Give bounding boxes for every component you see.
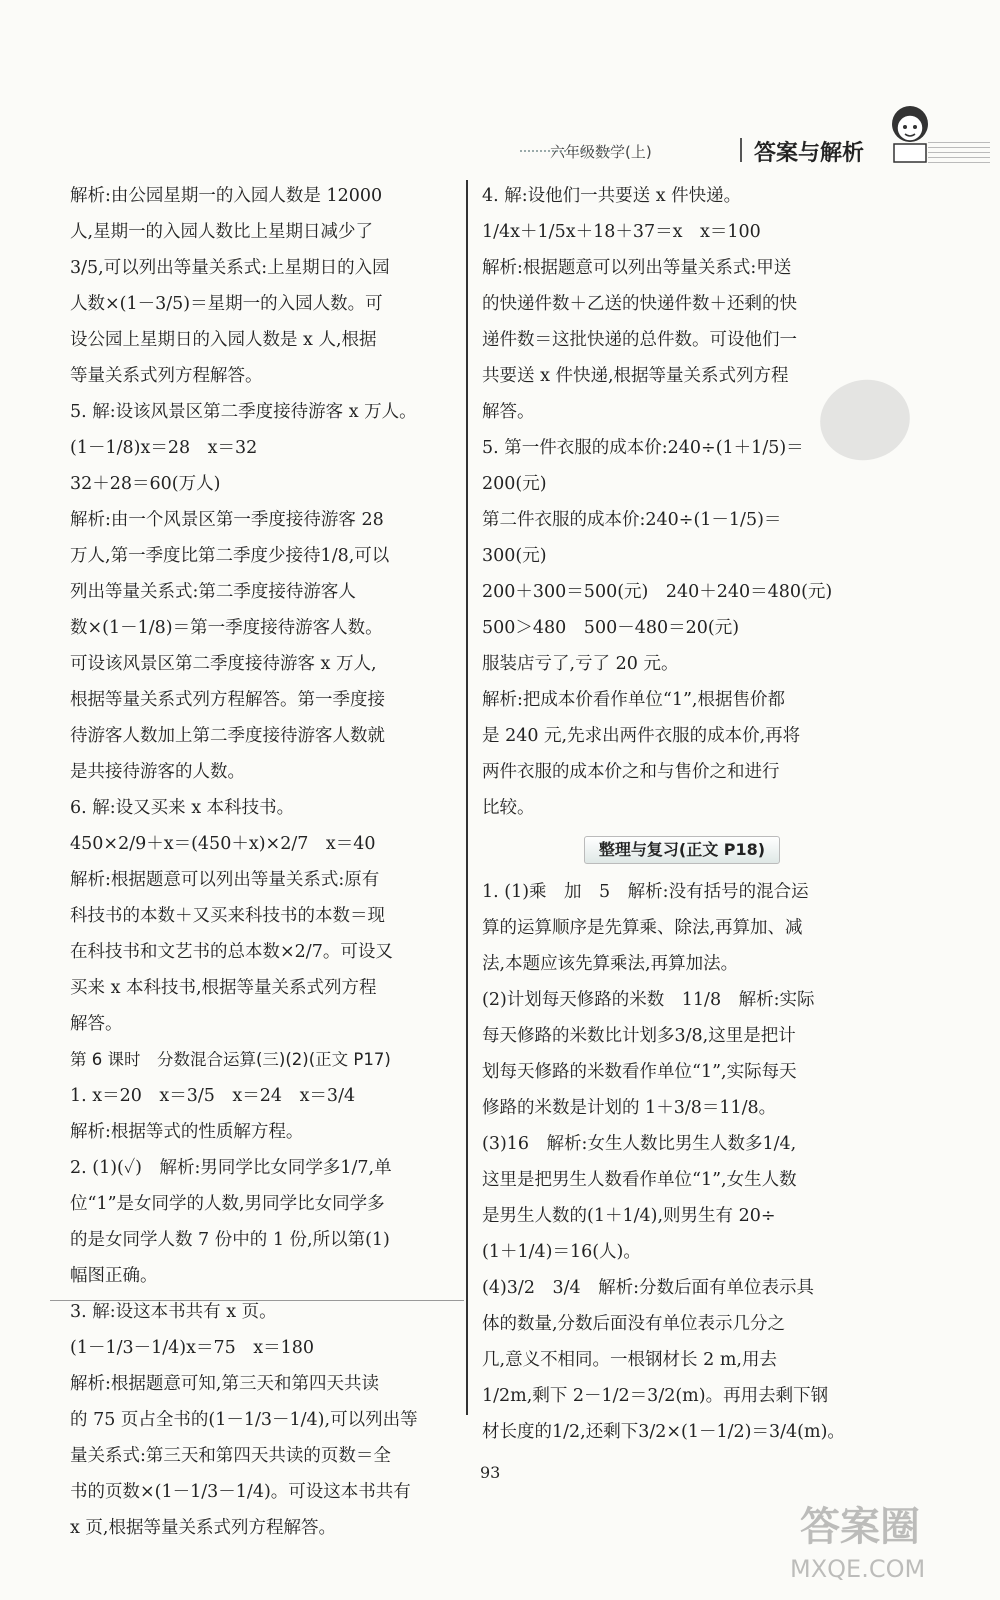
text-line: 人数×(1－3/5)＝星期一的入园人数。可 [70, 294, 383, 314]
text-line: 32＋28＝60(万人) [70, 474, 221, 494]
text-line: (2)计划每天修路的米数 11/8 解析:实际 [482, 990, 815, 1010]
text-line: 列出等量关系式:第二季度接待游客人 [70, 582, 356, 602]
text-line: 划每天修路的米数看作单位“1”,实际每天 [482, 1062, 797, 1082]
text-line: 1/2m,剩下 2－1/2＝3/2(m)。再用去剩下钢 [482, 1386, 829, 1406]
text-line: 解析:根据题意可以列出等量关系式:甲送 [482, 258, 792, 278]
text-line: 1. x＝20 x＝3/5 x＝24 x＝3/4 [70, 1086, 356, 1106]
text-line: 解答。 [482, 402, 535, 422]
text-line: 解析:根据题意可知,第三天和第四天共读 [70, 1374, 379, 1394]
text-line: 3/5,可以列出等量关系式:上星期日的入园 [70, 258, 390, 278]
text-line: 法,本题应该先算乘法,再算加法。 [482, 954, 739, 974]
text-line: 2. (1)(✓) 解析:男同学比女同学多1/7,单 [70, 1158, 392, 1178]
text-line: 是 240 元,先求出两件衣服的成本价,再将 [482, 726, 801, 746]
text-line: 的快递件数＋乙送的快递件数＋还剩的快 [482, 294, 797, 314]
header-divider [740, 138, 742, 162]
text-line: 等量关系式列方程解答。 [70, 366, 263, 386]
text-line: (3)16 解析:女生人数比男生人数多1/4, [482, 1134, 797, 1154]
text-line: 数×(1－1/8)＝第一季度接待游客人数。 [70, 618, 383, 638]
text-line: 材长度的1/2,还剩下3/2×(1－1/2)＝3/4(m)。 [482, 1422, 845, 1442]
text-line: 修路的米数是计划的 1＋3/8＝11/8。 [482, 1098, 777, 1118]
page-number: 93 [480, 1463, 501, 1482]
text-line [482, 832, 882, 868]
text-line: 的是女同学人数 7 份中的 1 份,所以第(1) [70, 1230, 390, 1250]
text-line: 500＞480 500－480＝20(元) [482, 618, 740, 638]
text-line: 解答。 [70, 1014, 123, 1034]
section-title: 整理与复习(正文 P18) [584, 836, 780, 864]
text-line: 1. (1)乘 加 5 解析:没有括号的混合运 [482, 882, 809, 902]
text-line: 每天修路的米数比计划多3/8,这里是把计 [482, 1026, 796, 1046]
text-line: 5. 第一件衣服的成本价:240÷(1＋1/5)＝ [482, 438, 804, 458]
text-line: 解析:由一个风景区第一季度接待游客 28 [70, 510, 384, 530]
text-line: 共要送 x 件快递,根据等量关系式列方程 [482, 366, 789, 386]
text-line: 4. 解:设他们一共要送 x 件快递。 [482, 186, 742, 206]
text-line: 人,星期一的入园人数比上星期日减少了 [70, 222, 374, 242]
text-line: 设公园上星期日的入园人数是 x 人,根据 [70, 330, 377, 350]
text-line: (4)3/2 3/4 解析:分数后面有单位表示具 [482, 1278, 815, 1298]
header-grade: 六年级数学(上) [550, 143, 652, 161]
text-line: 万人,第一季度比第二季度少接待1/8,可以 [70, 546, 390, 566]
text-line: 体的数量,分数后面没有单位表示几分之 [482, 1314, 786, 1334]
text-line: 两件衣服的成本价之和与售价之和进行 [482, 762, 780, 782]
text-line: 待游客人数加上第二季度接待游客人数就 [70, 726, 385, 746]
text-line: 5. 解:设该风景区第二季度接待游客 x 万人。 [70, 402, 417, 422]
text-line: 3. 解:设这本书共有 x 页。 [70, 1302, 277, 1322]
text-line: 书的页数×(1－1/3－1/4)。可设这本书共有 [70, 1482, 411, 1502]
text-line: 解析:把成本价看作单位“1”,根据售价都 [482, 690, 785, 710]
text-line: 科技书的本数＋又买来科技书的本数＝现 [70, 906, 385, 926]
text-line: 算的运算顺序是先算乘、除法,再算加、减 [482, 918, 803, 938]
text-line: 200(元) [482, 474, 547, 494]
text-line: 解析:由公园星期一的入园人数是 12000 [70, 186, 383, 206]
watermark-url: MXQE.COM [790, 1555, 926, 1583]
text-line: 是男生人数的(1＋1/4),则男生有 20÷ [482, 1206, 776, 1226]
text-line: 服装店亏了,亏了 20 元。 [482, 654, 679, 674]
text-line: 幅图正确。 [70, 1266, 158, 1286]
text-line: 6. 解:设又买来 x 本科技书。 [70, 798, 295, 818]
text-line: 量关系式:第三天和第四天共读的页数＝全 [70, 1446, 391, 1466]
text-line: 根据等量关系式列方程解答。第一季度接 [70, 690, 385, 710]
watermark-logo: 答案圈 [800, 1504, 920, 1550]
right-column [482, 178, 882, 1450]
text-line: 是共接待游客的人数。 [70, 762, 245, 782]
text-line: 解析:根据题意可以列出等量关系式:原有 [70, 870, 380, 890]
header-title: 答案与解析 [754, 141, 865, 166]
text-line: (1＋1/4)＝16(人)。 [482, 1242, 641, 1262]
text-line: 第二件衣服的成本价:240÷(1－1/5)＝ [482, 510, 782, 530]
column-divider [466, 180, 468, 1415]
page-header [510, 128, 990, 170]
text-line: 比较。 [482, 798, 535, 818]
text-line: (1－1/3－1/4)x＝75 x＝180 [70, 1338, 315, 1358]
text-line: 在科技书和文艺书的总本数×2/7。可设又 [70, 942, 393, 962]
left-column [70, 178, 450, 1546]
text-line: (1－1/8)x＝28 x＝32 [70, 438, 258, 458]
text-line: 200＋300＝500(元) 240＋240＝480(元) [482, 582, 833, 602]
text-line: 位“1”是女同学的人数,男同学比女同学多 [70, 1194, 385, 1214]
text-line: 解析:根据等式的性质解方程。 [70, 1122, 304, 1142]
text-line: 450×2/9＋x＝(450＋x)×2/7 x＝40 [70, 834, 376, 854]
text-line: 的 75 页占全书的(1－1/3－1/4),可以列出等 [70, 1410, 418, 1430]
header-lines [928, 138, 990, 166]
text-line: 递件数＝这批快递的总件数。可设他们一 [482, 330, 797, 350]
text-line: 可设该风景区第二季度接待游客 x 万人, [70, 654, 377, 674]
text-line: 1/4x＋1/5x＋18＋37＝x x＝100 [482, 222, 761, 242]
text-line: 几,意义不相同。一根钢材长 2 m,用去 [482, 1350, 777, 1370]
text-line: 这里是把男生人数看作单位“1”,女生人数 [482, 1170, 797, 1190]
text-line: x 页,根据等量关系式列方程解答。 [70, 1518, 336, 1538]
text-line: 买来 x 本科技书,根据等量关系式列方程 [70, 978, 377, 998]
text-line: 第 6 课时 分数混合运算(三)(2)(正文 P17) [70, 1050, 391, 1069]
text-line: 300(元) [482, 546, 547, 566]
